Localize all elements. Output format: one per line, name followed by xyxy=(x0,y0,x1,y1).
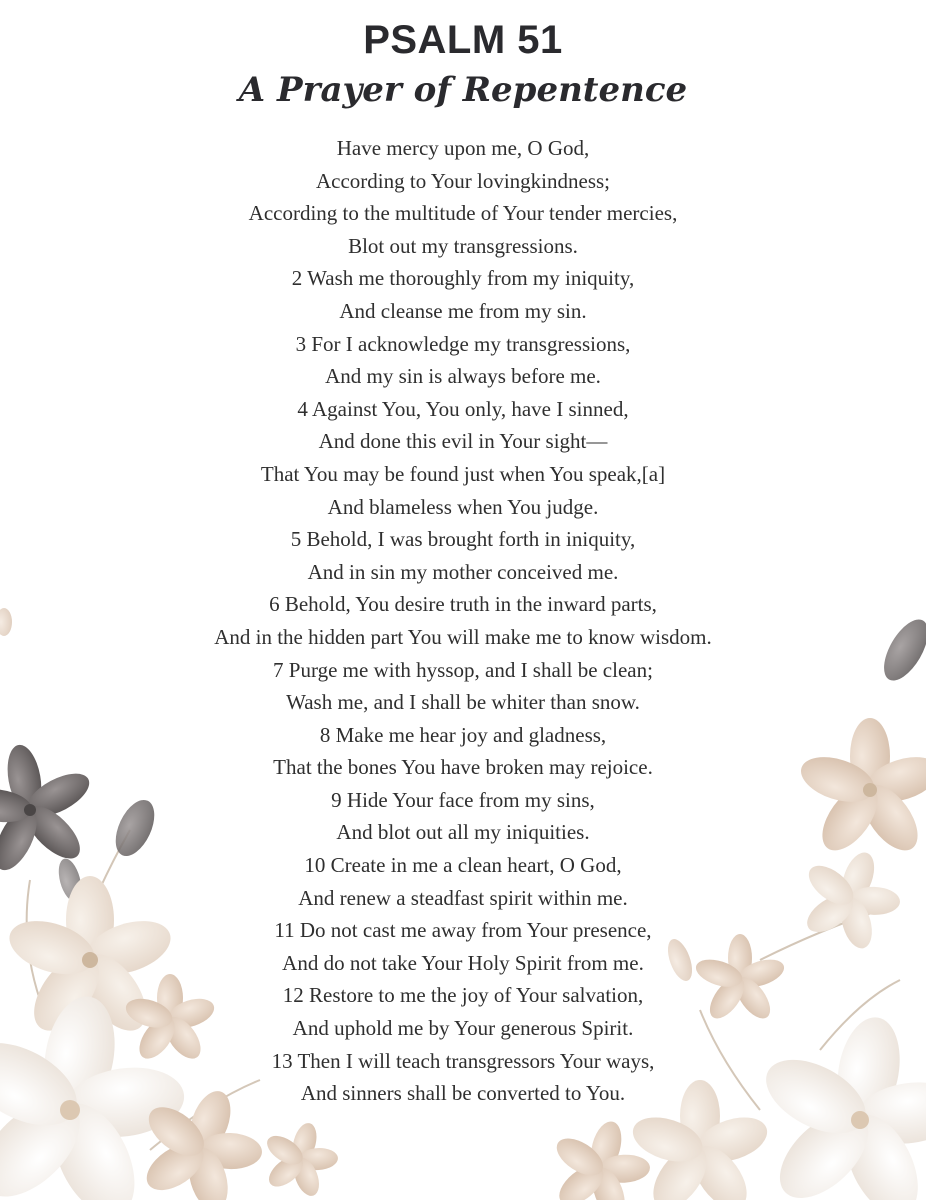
verse-line: And uphold me by Your generous Spirit. xyxy=(292,1016,634,1041)
verse-line: And done this evil in Your sight— xyxy=(318,429,608,454)
verse-line: 6 Behold, You desire truth in the inward parts, xyxy=(269,592,657,617)
verse-line: And my sin is always before me. xyxy=(325,364,601,389)
verse-line: 8 Make me hear joy and gladness, xyxy=(319,722,607,747)
verse-line: And sinners shall be converted to You. xyxy=(300,1081,626,1106)
verse-line: 4 Against You, You only, have I sinned, xyxy=(297,396,629,421)
verse-line: Have mercy upon me, O God, xyxy=(336,136,590,160)
verse-line: That You may be found just when You speak,[a] xyxy=(260,461,666,486)
verse-line: And renew a steadfast spirit within me. xyxy=(298,885,628,910)
page-title: PSALM 51 xyxy=(363,18,563,62)
verse-line: And blameless when You judge. xyxy=(327,494,599,519)
verse-line: And blot out all my iniquities. xyxy=(336,820,590,845)
verse-line: That the bones You have broken may rejoice. xyxy=(273,755,653,780)
verse-line: 9 Hide Your face from my sins, xyxy=(331,787,595,812)
verse-line: Blot out my transgressions. xyxy=(348,233,578,258)
verse-line: 12 Restore to me the joy of Your salvation, xyxy=(282,983,644,1008)
verse-line: According to Your lovingkindness; xyxy=(316,168,610,193)
verse-line: And do not take Your Holy Spirit from me. xyxy=(282,950,644,975)
verse-line: And in the hidden part You will make me to know wisdom. xyxy=(214,624,712,649)
verse-line: 10 Create in me a clean heart, O God, xyxy=(304,853,622,878)
verse-line: And in sin my mother conceived me. xyxy=(307,559,619,584)
verse-line: According to the multitude of Your tender mercies, xyxy=(248,201,678,226)
verse-line: 2 Wash me thoroughly from my iniquity, xyxy=(291,266,635,291)
verse-text xyxy=(0,132,926,1110)
page-subtitle: A Prayer of Repentence xyxy=(238,70,688,110)
verse-line: 13 Then I will teach transgressors Your ways, xyxy=(271,1048,655,1073)
verse-line: 5 Behold, I was brought forth in iniquity, xyxy=(290,527,636,552)
verse-line: 3 For I acknowledge my transgressions, xyxy=(295,331,631,356)
verse-line: And cleanse me from my sin. xyxy=(339,298,587,323)
verse-line: 7 Purge me with hyssop, and I shall be clean; xyxy=(273,657,653,682)
verse-line: 11 Do not cast me away from Your presence, xyxy=(274,918,652,943)
verse-line: Wash me, and I shall be whiter than snow. xyxy=(286,690,640,715)
